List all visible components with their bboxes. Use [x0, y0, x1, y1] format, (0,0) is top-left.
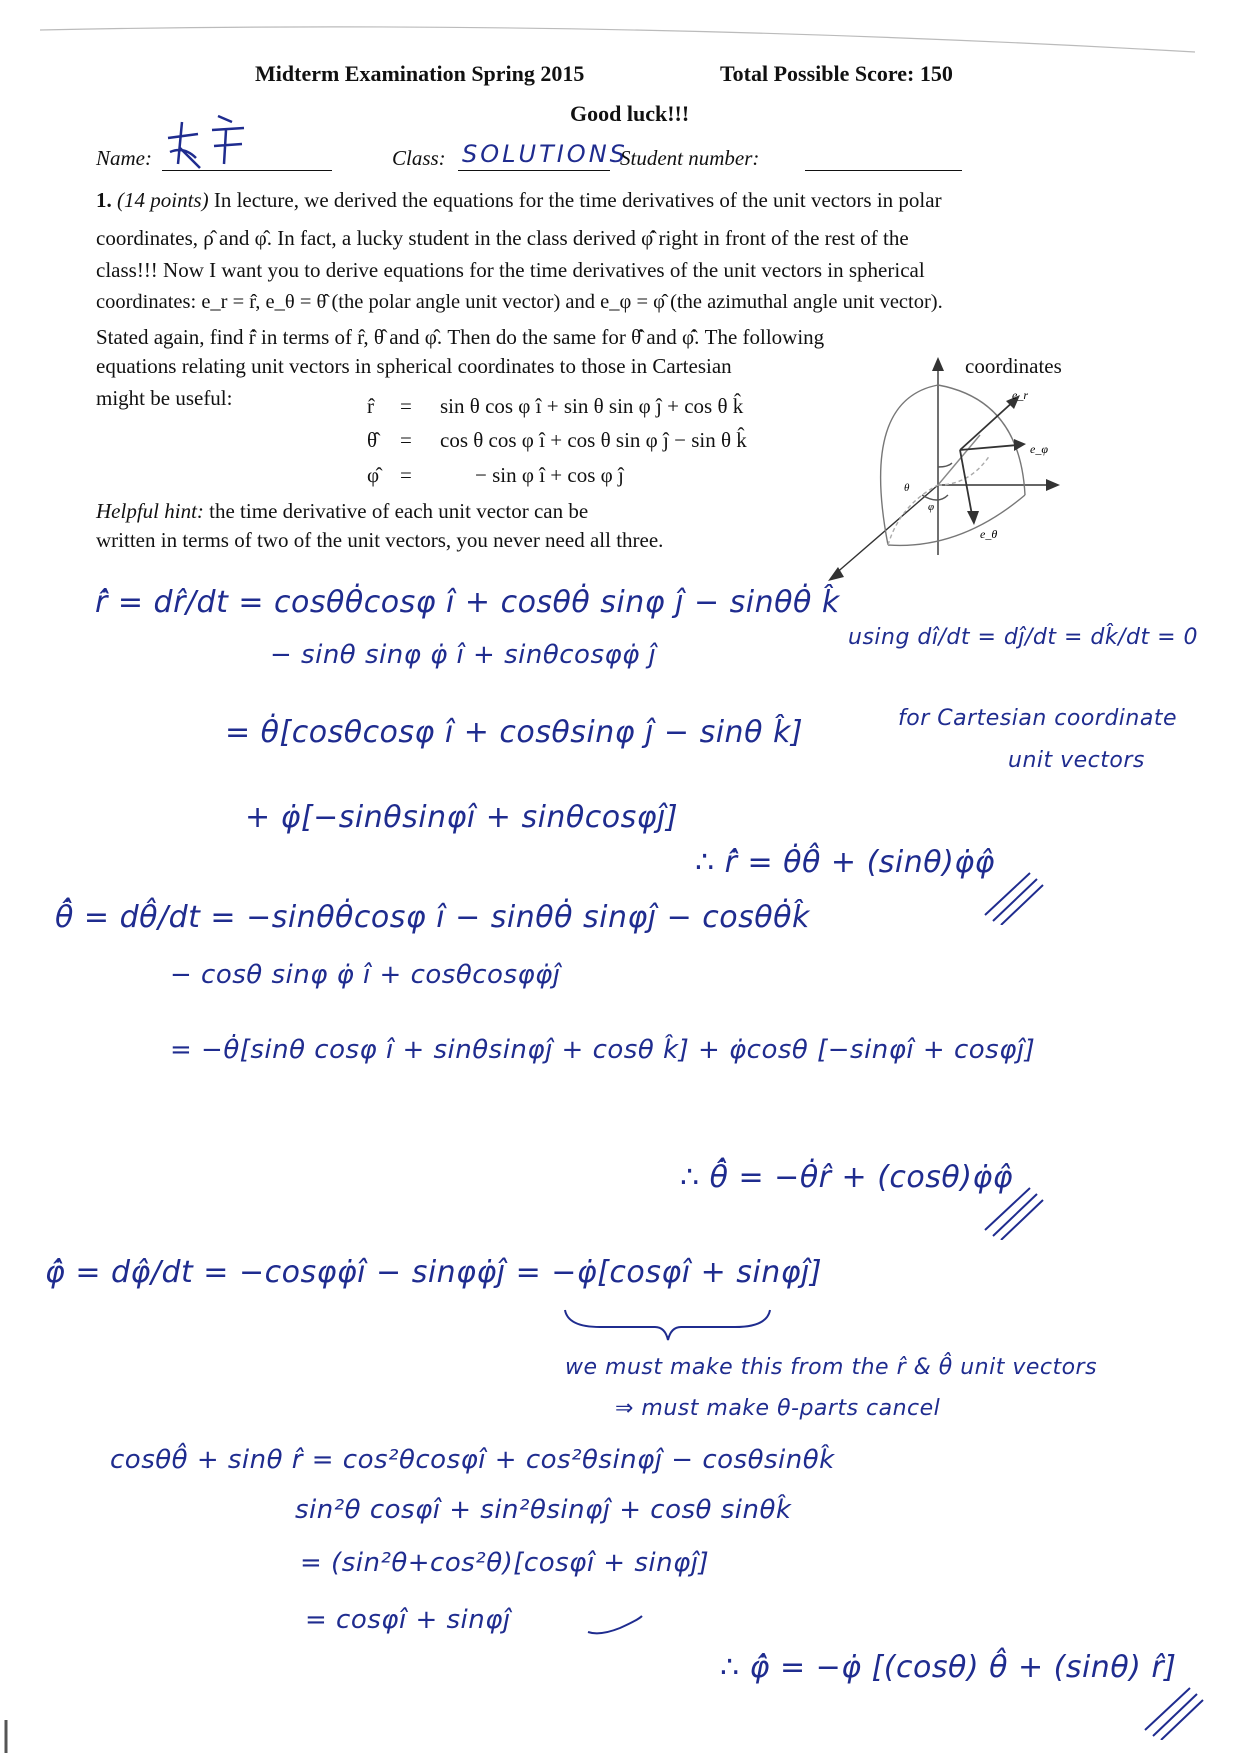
- r-derivative-line-3: = θ̇[cosθcosφ î + cosθsinφ ĵ − sinθ k̂]: [225, 715, 804, 750]
- equation-r-lhs: r̂: [367, 394, 374, 418]
- problem-line-7: might be useful:: [96, 386, 233, 410]
- r-derivative-line-1: r̂̇ = dr̂/dt = cosθθ̇cosφ î + cosθθ̇ sinφ ĵ − sinθθ̇ k̂: [95, 585, 840, 620]
- check-mark: [580, 1610, 650, 1640]
- r-result: ∴ r̂̇ = θ̇θ̂ + (sinθ)φ̇φ̂: [695, 845, 995, 880]
- equation-phi-rhs: − sin φ î + cos φ ĵ: [475, 463, 624, 487]
- problem-line-1: [96, 186, 1196, 214]
- equation-theta-rhs: cos θ cos φ î + cos θ sin φ ĵ − sin θ k̂: [440, 428, 747, 452]
- exam-title: Midterm Examination Spring 2015: [255, 61, 585, 86]
- theta-result-marks: [975, 1180, 1045, 1240]
- phi-result: ∴ φ̂̇ = −φ̇ [(cosθ) θ̂ + (sinθ) r̂]: [720, 1650, 1177, 1685]
- student-number-underline: [805, 170, 962, 171]
- underbrace: [560, 1305, 775, 1345]
- combo-line-1: cosθθ̂ + sinθ r̂ = cos²θcosφî + cos²θsinφĵ − cosθsinθk̂: [110, 1445, 835, 1475]
- good-luck: Good luck!!!: [570, 101, 690, 126]
- label-theta: θ: [904, 482, 910, 494]
- equation-r-rhs: sin θ cos φ î + sin θ sin φ ĵ + cos θ k̂: [440, 394, 744, 418]
- phi-note-line-2: ⇒ must make θ-parts cancel: [615, 1396, 941, 1421]
- problem-points: (14 points): [117, 188, 209, 212]
- problem-line-6: equations relating unit vectors in spherical coordinates to those in Cartesian: [96, 354, 732, 378]
- side-note-line-2: for Cartesian coordinate: [898, 706, 1178, 731]
- label-er: e_r: [1012, 388, 1028, 402]
- label-etheta: e_θ: [980, 527, 998, 541]
- equation-phi-eq: =: [400, 463, 412, 487]
- hint-label: Helpful hint:: [96, 499, 204, 523]
- phi-derivative-line-1: φ̂̇ = dφ̂/dt = −cosφφ̇î − sinφφ̇ĵ = −φ̇[cosφî + sinφĵ]: [45, 1255, 823, 1290]
- equation-r: [0, 394, 800, 424]
- equation-theta-lhs: θ̂: [367, 428, 378, 452]
- theta-result: ∴ θ̂̇ = −θ̇r̂ + (cosθ)φ̇φ̂: [680, 1160, 1014, 1195]
- problem-coordinates-word: coordinates: [965, 354, 1062, 378]
- total-score: Total Possible Score: 150: [720, 61, 953, 86]
- r-result-marks: [975, 865, 1045, 925]
- name-underline: [162, 170, 332, 171]
- class-label: Class:: [392, 146, 446, 170]
- class-underline: [458, 170, 610, 171]
- phi-note-line-1: we must make this from the r̂ & θ̂ unit vectors: [565, 1355, 1098, 1380]
- r-derivative-line-2: − sinθ sinφ φ̇ î + sinθcosφφ̇ ĵ: [270, 640, 657, 670]
- label-phi: φ: [928, 501, 935, 513]
- problem-text-1: In lecture, we derived the equations for the time derivatives of the unit vectors in polar: [213, 188, 942, 212]
- equation-theta: [0, 428, 800, 458]
- r-derivative-line-4: + φ̇[−sinθsinφî + sinθcosφĵ]: [245, 800, 679, 835]
- problem-line-2: coordinates, ρ̂ and φ̂. In fact, a lucky student in the class derived φ̂̇ right in front of the rest of the: [96, 226, 909, 250]
- problem-line-4: coordinates: e_r = r̂, e_θ = θ̂ (the polar angle unit vector) and e_φ = φ̂ (the azimuthal angle unit vector).: [96, 291, 943, 313]
- theta-derivative-line-3: = −θ̇[sinθ cosφ î + sinθsinφĵ + cosθ k̂] + φ̇cosθ [−sinφî + cosφĵ]: [170, 1035, 1036, 1065]
- name-label: Name:: [96, 146, 152, 170]
- side-note-line-1: using dî/dt = dĵ/dt = dk̂/dt = 0: [848, 625, 1199, 650]
- equation-phi-lhs: φ̂: [367, 463, 380, 487]
- theta-derivative-line-1: θ̂̇ = dθ̂/dt = −sinθθ̇cosφ î − sinθθ̇ sinφĵ − cosθθ̇k̂: [55, 900, 810, 935]
- equation-theta-eq: =: [400, 428, 412, 452]
- problem-line-5: Stated again, find r̂̇ in terms of r̂, θ̂ and φ̂. Then do the same for θ̂̇ and φ̂̇. The following: [96, 325, 825, 349]
- hint-text: the time derivative of each unit vector can be: [209, 499, 589, 523]
- problem-number: 1.: [96, 188, 112, 212]
- equation-phi: [0, 463, 800, 493]
- class-value: SOLUTIONS: [462, 140, 628, 168]
- combo-line-4: = cosφî + sinφĵ: [305, 1605, 511, 1635]
- combo-line-3: = (sin²θ+cos²θ)[cosφî + sinφĵ]: [300, 1548, 710, 1578]
- problem-line-3: class!!! Now I want you to derive equations for the time derivatives of the unit vectors in spherical: [96, 258, 925, 282]
- student-number-label: Student number:: [620, 146, 760, 170]
- label-ephi: e_φ: [1030, 442, 1048, 456]
- hint-line-2: written in terms of two of the unit vectors, you never need all three.: [96, 528, 664, 552]
- equation-r-eq: =: [400, 394, 412, 418]
- phi-result-marks: [1135, 1680, 1205, 1740]
- hint-line-1: [96, 497, 588, 525]
- combo-line-2: sin²θ cosφî + sin²θsinφĵ + cosθ sinθk̂: [295, 1495, 792, 1525]
- theta-derivative-line-2: − cosθ sinφ φ̇ î + cosθcosφφ̇ĵ: [170, 960, 561, 990]
- handwritten-name: [160, 108, 250, 173]
- spherical-coordinates-diagram: [820, 355, 1140, 595]
- side-note-line-3: unit vectors: [1008, 748, 1145, 773]
